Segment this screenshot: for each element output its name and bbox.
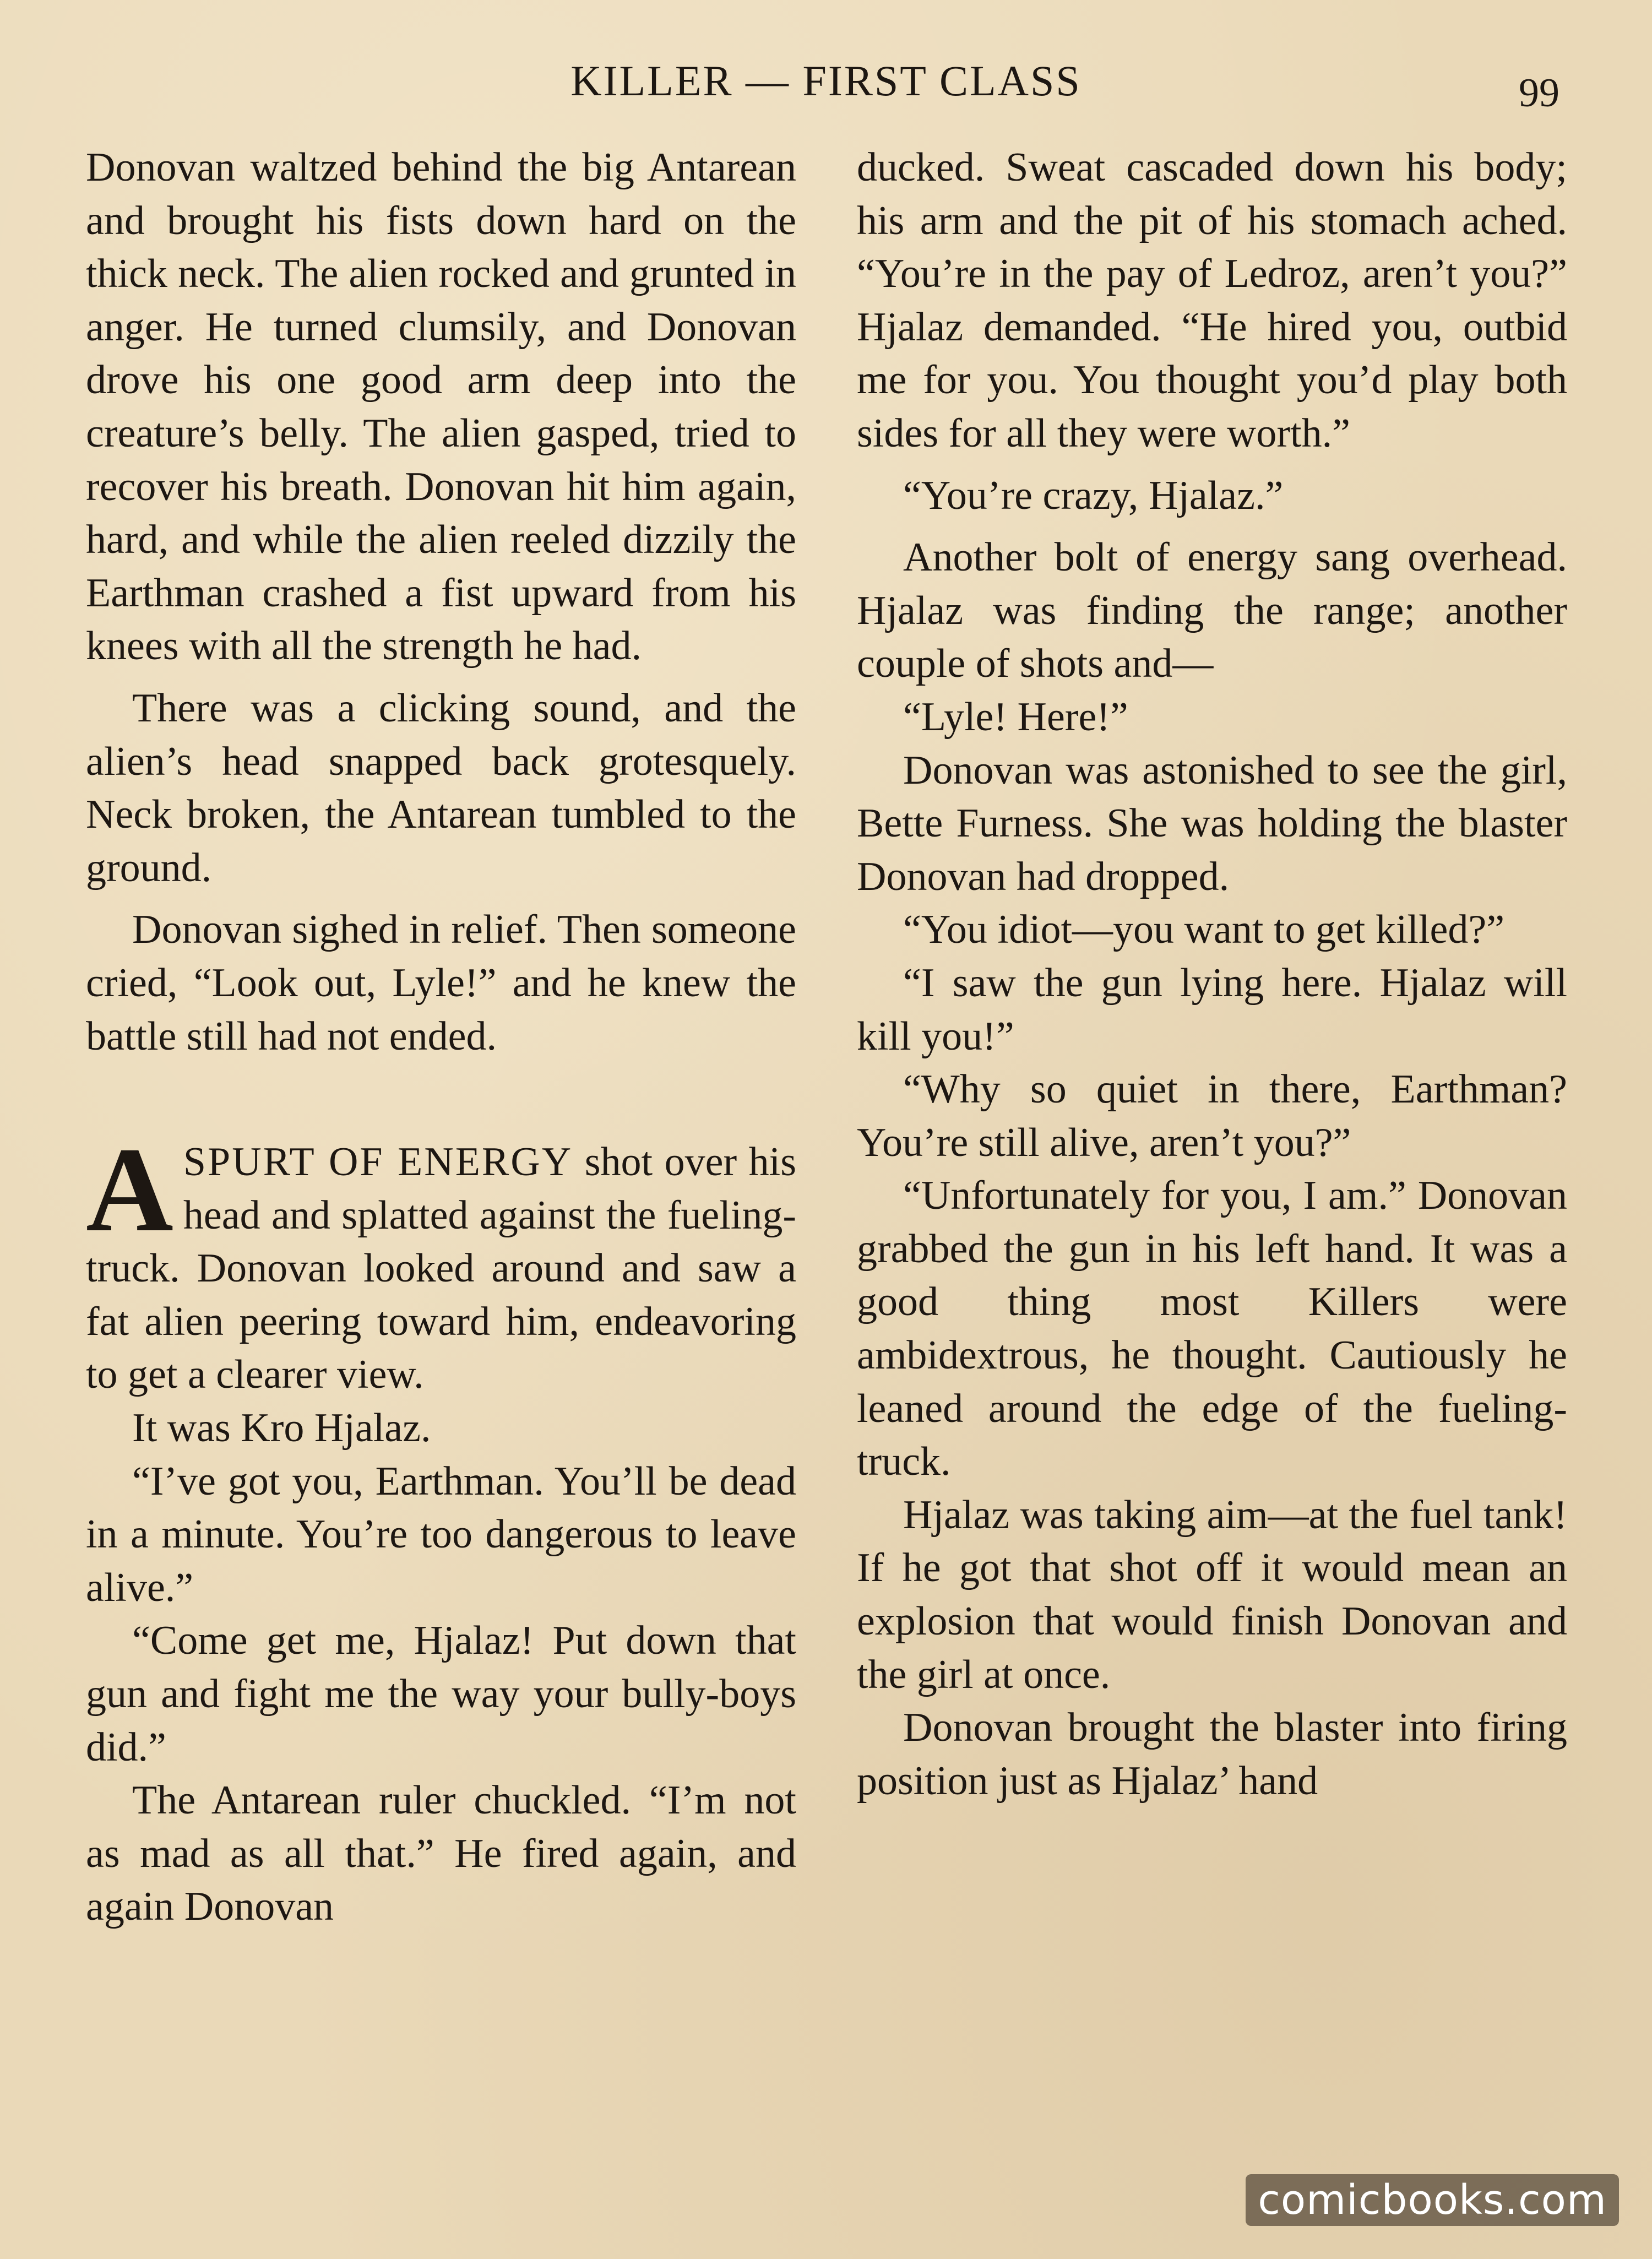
paragraph: “You’re crazy, Hjalaz.” bbox=[903, 473, 1284, 518]
paragraph: “Unfortunately for you, I am.” Donovan grabbed the gun in his left hand. It was a good thing most Killers were ambidextrous, he thought. Cautiously he leaned around the edge of the fueling-truck. bbox=[857, 1173, 1567, 1485]
paragraph: Another bolt of energy sang overhead. Hjalaz was finding the range; another couple of shots and— bbox=[857, 535, 1567, 687]
paragraph: “Come get me, Hjalaz! Put down that gun and fight me the way your bully-boys did.” bbox=[86, 1618, 796, 1770]
paragraph: There was a clicking sound, and the alien’s head snapped back grotesquely. Neck broken, the Antarean tumbled to the ground. bbox=[86, 685, 796, 890]
left-column bbox=[86, 141, 796, 1934]
drop-cap: A bbox=[86, 1122, 173, 1257]
paragraph: “I saw the gun lying here. Hjalaz will kill you!” bbox=[857, 960, 1567, 1059]
paragraph: Donovan was astonished to see the girl, Bette Furness. She was holding the blaster Donovan had dropped. bbox=[857, 747, 1567, 899]
paragraph: The Antarean ruler chuckled. “I’m not as mad as all that.” He fired again, and again Donovan bbox=[86, 1778, 796, 1930]
paragraph: “You idiot—you want to get killed?” bbox=[903, 907, 1505, 953]
small-caps-lead: SPURT OF ENERGY bbox=[183, 1139, 573, 1185]
paragraph: Donovan waltzed behind the big Antarean and brought his fists down hard on the thick neck. The alien rocked and grunted in anger. He turned clumsily, and Donovan drove his one good arm deep into the creature’s belly. The alien gasped, tried to recover his breath. Donovan hit him again, hard, and while the alien reeled dizzily the Earthman crashed a fist upward from his knees with all the strength he had. bbox=[86, 145, 796, 669]
page-number: 99 bbox=[1519, 70, 1559, 116]
right-column bbox=[857, 141, 1567, 1807]
paragraph: “Lyle! Here!” bbox=[903, 694, 1128, 740]
paragraph: Donovan sighed in relief. Then someone cried, “Look out, Lyle!” and he knew the battle still had not ended. bbox=[86, 907, 796, 1059]
paragraph: Hjalaz was taking aim—at the fuel tank! If he got that shot off it would mean an explosion that would finish Donovan and the girl at once. bbox=[857, 1492, 1567, 1697]
section-opening-paragraph bbox=[86, 1122, 797, 1402]
watermark: comicbooks.com bbox=[1246, 2174, 1619, 2226]
section-opening-text: shot over his head and splatted against the fueling-truck. Donovan looked around and saw a fat alien peering toward him, endeavoring to get a clearer view. bbox=[86, 1139, 797, 1398]
paragraph: ducked. Sweat cascaded down his body; his arm and the pit of his stomach ached. “You’re in the pay of Ledroz, aren’t you?” Hjalaz demanded. “He hired you, outbid me for you. You thought you’d play both sides for all they were worth.” bbox=[857, 145, 1567, 456]
paragraph: “Why so quiet in there, Earthman? You’re still alive, aren’t you?” bbox=[857, 1067, 1567, 1165]
paragraph: “I’ve got you, Earthman. You’ll be dead in a minute. You’re too dangerous to leave alive.” bbox=[86, 1458, 796, 1610]
running-title: KILLER — FIRST CLASS bbox=[570, 57, 1082, 105]
paragraph: Donovan brought the blaster into firing position just as Hjalaz’ hand bbox=[857, 1705, 1567, 1804]
paragraph: It was Kro Hjalaz. bbox=[132, 1405, 431, 1451]
